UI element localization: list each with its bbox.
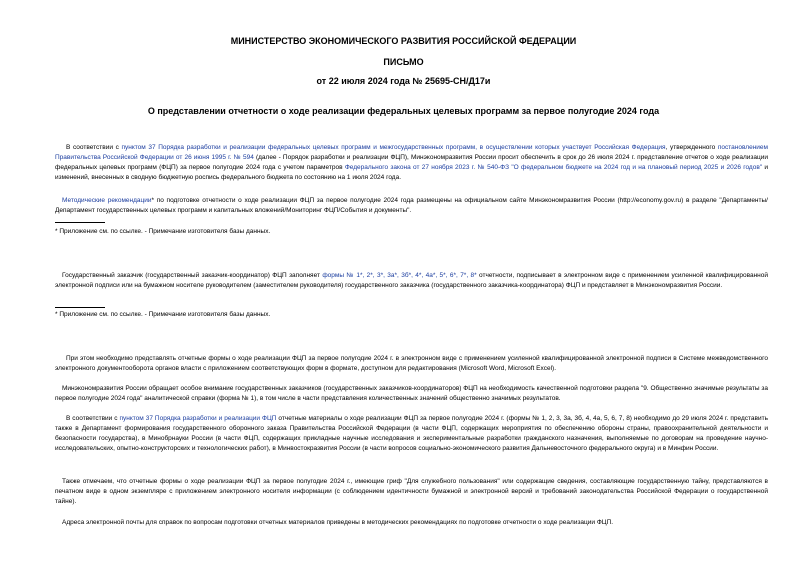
link-paragraph-37-fcp[interactable]: пунктом 37 Порядка разработки и реализации ФЦП xyxy=(119,415,277,422)
footnote-divider-2 xyxy=(55,307,105,308)
document-subject: О представлении отчетности о ходе реализации федеральных целевых программ за первое полугодие 2024 года xyxy=(147,106,660,116)
paragraph-1-text-2: , утвержденного xyxy=(665,144,718,151)
paragraph-6-text-2: отчетные материалы о ходе реализации ФЦП за первое полугодие 2024 г. (формы № 1, 2, 3, 3а, 3б, 4, 4а, 5, 6, 7, 8) необходимо до 29 июля 2024 г. представить также в Департамент формирования государственного оборонного заказа Правительства Российской Федерации (в части ФЦП, содержащих мероприятия по обеспечению обороны страны, правоохранительной деятельности и безопасности государства), в Минобрнауки России (в части ФЦП, содержащих прикладные научные исследования и экспериментальные разработки гражданского назначения, выполняемые по договорам на проведение научно-исследовательских, опытно-конструкторских и технологических работ), в Минвостокразвития России (в части вопросов социально-экономического развития Дальневосточного федерального округа) и в Минфин России. xyxy=(55,415,768,452)
paragraph-1-text-4: и изменений, внесенных в сводную бюджетную роспись федерального бюджета по состоянию на 1 июля 2024 года. xyxy=(55,164,769,181)
paragraph-2-text: * по подготовке отчетности о ходе реализации ФЦП за первое полугодие 2024 года размещены на официальном сайте Минэкономразвития России (http://economy.gov.ru) в разделе "Департаменты/Департамент государственных целевых программ и капитальных вложений/Мониторинг ФЦП/События и документы". xyxy=(55,197,768,214)
paragraph-4: При этом необходимо представлять отчетные формы о ходе реализации ФЦП за первое полугодие 2024 г. в электронном виде с применением усиленной квалифицированной электронной подписи в Системе межведомственного электронного документооборота органов власти с приложением соответствующих форм в формате, доступном для редактирования (Microsoft Word, Microsoft Excel). xyxy=(55,355,768,372)
paragraph-6 xyxy=(55,414,768,454)
paragraph-3-text-2: отчетности, подписывает в электронном виде с применением усиленной квалифицированной электронной подписи или на бумажном носителе руководителем (заместителем руководителя) государственного заказчика (государственного заказчика-координатора) ФЦП и представляет в Минэкономразвития России. xyxy=(55,272,768,289)
link-federal-law[interactable]: Федерального закона от 27 ноября 2023 г. № 540-ФЗ "О федеральном бюджете на 2024 год и на плановый период 2025 и 2026 годов" xyxy=(344,164,763,171)
paragraph-3-text-1: Государственный заказчик (государственный заказчик-координатор) ФЦП заполняет xyxy=(62,272,323,279)
footnote-2: * Приложение см. по ссылке. - Примечание изготовителя базы данных. xyxy=(55,311,271,318)
document-date-number: от 22 июля 2024 года № 25695-СН/Д17и xyxy=(316,76,491,86)
paragraph-7: Также отмечаем, что отчетные формы о ходе реализации ФЦП за первое полугодие 2024 г., имеющие гриф "Для служебного пользования" или содержащие сведения, составляющие государственную тайну, представляются в печатном виде в одном экземпляре с приложением электронного носителя информации (с соблюдением идентичности бумажной и электронной версий и требований законодательства Российской Федерации о государственной тайне). xyxy=(55,478,768,505)
paragraph-2 xyxy=(55,196,768,216)
paragraph-8: Адреса электронной почты для справок по вопросам подготовки отчетных материалов приведены в методических рекомендациях по подготовке отчетности о ходе реализации ФЦП. xyxy=(62,519,614,526)
paragraph-5: Минэкономразвития России обращает особое внимание государственных заказчиков (государственных заказчиков-координаторов) ФЦП на необходимость качественной подготовки раздела "9. Общественно значимые результаты за первое полугодие 2024 года" аналитической справки (форма № 1), в том числе в части представления количественных значений общественно значимых результатов. xyxy=(55,385,768,402)
paragraph-6-text-1: В соответствии с xyxy=(66,415,120,422)
ministry-title: МИНИСТЕРСТВО ЭКОНОМИЧЕСКОГО РАЗВИТИЯ РОССИЙСКОЙ ФЕДЕРАЦИИ xyxy=(230,36,577,46)
link-methodical-recommendations[interactable]: Методические рекомендации xyxy=(62,197,152,204)
footnote-1: * Приложение см. по ссылке. - Примечание изготовителя базы данных. xyxy=(55,228,271,235)
document-type: ПИСЬМО xyxy=(383,57,424,67)
paragraph-1 xyxy=(55,143,768,183)
link-paragraph-37[interactable]: пунктом 37 Порядка разработки и реализации федеральных целевых программ и межгосударственных программ, в осуществлении которых участвует Российская Федерация xyxy=(121,144,666,151)
paragraph-3 xyxy=(55,271,768,291)
paragraph-1-text-3: (далее - Порядок разработки и реализации ФЦП), Минэкономразвития России просит обеспечить в срок до 26 июля 2024 г. представление отчетов о ходе реализации федеральных целевых программ (ФЦП) за первое полугодие 2024 года с учетом параметров xyxy=(55,154,768,171)
link-report-forms[interactable]: формы № 1*, 2*, 3*, 3а*, 3б*, 4*, 4а*, 5*, 6*, 7*, 8* xyxy=(322,272,477,279)
paragraph-1-text-1: В соответствии с xyxy=(66,144,122,151)
link-government-resolution[interactable]: постановлением Правительства Российской Федерации от 26 июня 1995 г. № 594 xyxy=(55,144,769,161)
footnote-divider-1 xyxy=(55,222,105,223)
